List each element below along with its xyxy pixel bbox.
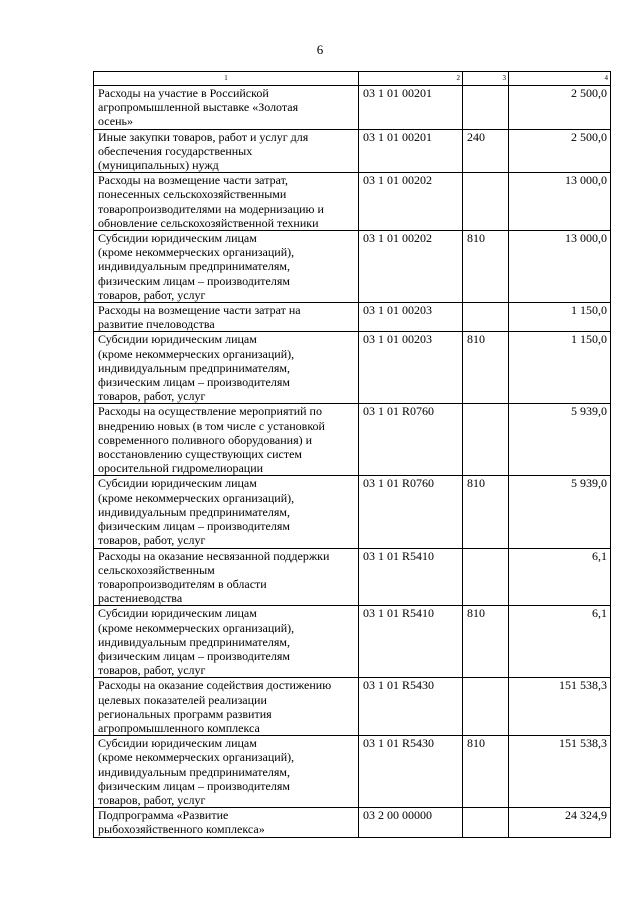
expense-type-cell: 810 <box>463 606 509 678</box>
table-row <box>94 678 611 736</box>
amount-cell: 6,1 <box>509 606 611 678</box>
amount-cell: 6,1 <box>509 548 611 606</box>
expense-type-cell: 810 <box>463 736 509 808</box>
table-row <box>94 736 611 808</box>
expense-type-cell <box>463 678 509 736</box>
expense-name-cell: Иные закупки товаров, работ и услуг для обеспечения государственных (муниципальных) нужд <box>94 129 359 173</box>
expense-type-cell: 810 <box>463 476 509 548</box>
expense-type-cell <box>463 86 509 130</box>
target-code-cell: 03 1 01 R0760 <box>359 476 463 548</box>
target-code-cell: 03 1 01 00201 <box>359 129 463 173</box>
target-code-cell: 03 1 01 R0760 <box>359 404 463 476</box>
page-number: 6 <box>316 42 324 57</box>
target-code-cell: 03 1 01 00203 <box>359 303 463 332</box>
target-code-cell: 03 1 01 00203 <box>359 332 463 404</box>
table-header-row <box>94 72 611 86</box>
expense-type-cell <box>463 808 509 837</box>
amount-cell: 151 538,3 <box>509 678 611 736</box>
target-code-cell: 03 1 01 R5430 <box>359 678 463 736</box>
table-row <box>94 303 611 332</box>
table-row <box>94 129 611 173</box>
expense-type-cell: 240 <box>463 129 509 173</box>
target-code-cell: 03 1 01 00202 <box>359 231 463 303</box>
amount-cell: 2 500,0 <box>509 129 611 173</box>
table-row <box>94 231 611 303</box>
target-code-cell: 03 2 00 00000 <box>359 808 463 837</box>
table-row <box>94 476 611 548</box>
amount-cell: 5 939,0 <box>509 476 611 548</box>
column-header-1: 1 <box>94 72 359 86</box>
expense-type-cell <box>463 404 509 476</box>
expense-name-cell: Расходы на оказание несвязанной поддержки сельскохозяйственным товаропроизводителям в области растениеводства <box>94 548 359 606</box>
column-header-3: 3 <box>463 72 509 86</box>
expense-name-cell: Расходы на осуществление мероприятий по внедрению новых (в том числе с установкой современного поливного оборудования) и восстановлению существующих систем оросительной гидромелиорации <box>94 404 359 476</box>
expense-type-cell <box>463 548 509 606</box>
expense-name-cell: Расходы на возмещение части затрат на развитие пчеловодства <box>94 303 359 332</box>
expense-name-cell: Расходы на участие в Российской агропромышленной выставке «Золотая осень» <box>94 86 359 130</box>
amount-cell: 2 500,0 <box>509 86 611 130</box>
column-header-2: 2 <box>359 72 463 86</box>
table-row <box>94 808 611 837</box>
target-code-cell: 03 1 01 R5410 <box>359 548 463 606</box>
table-row <box>94 404 611 476</box>
expense-name-cell: Субсидии юридическим лицам (кроме некоммерческих организаций), индивидуальным предпринимателям, физическим лицам – производителям товаров, работ, услуг <box>94 736 359 808</box>
expense-name-cell: Расходы на возмещение части затрат, понесенных сельскохозяйственными товаропроизводителями на модернизацию и обновление сельскохозяйственной техники <box>94 173 359 231</box>
table-row <box>94 86 611 130</box>
amount-cell: 151 538,3 <box>509 736 611 808</box>
amount-cell: 24 324,9 <box>509 808 611 837</box>
expense-type-cell: 810 <box>463 332 509 404</box>
expense-type-cell: 810 <box>463 231 509 303</box>
table-row <box>94 332 611 404</box>
target-code-cell: 03 1 01 R5430 <box>359 736 463 808</box>
expense-name-cell: Подпрограмма «Развитие рыбохозяйственного комплекса» <box>94 808 359 837</box>
column-header-4: 4 <box>509 72 611 86</box>
expense-name-cell: Субсидии юридическим лицам (кроме некоммерческих организаций), индивидуальным предпринимателям, физическим лицам – производителям товаров, работ, услуг <box>94 606 359 678</box>
expense-type-cell <box>463 173 509 231</box>
table-row <box>94 606 611 678</box>
amount-cell: 13 000,0 <box>509 231 611 303</box>
table-row <box>94 173 611 231</box>
amount-cell: 13 000,0 <box>509 173 611 231</box>
target-code-cell: 03 1 01 00201 <box>359 86 463 130</box>
amount-cell: 1 150,0 <box>509 303 611 332</box>
budget-table <box>93 71 611 838</box>
expense-name-cell: Субсидии юридическим лицам (кроме некоммерческих организаций), индивидуальным предпринимателям, физическим лицам – производителям товаров, работ, услуг <box>94 476 359 548</box>
table-row <box>94 548 611 606</box>
amount-cell: 5 939,0 <box>509 404 611 476</box>
expense-name-cell: Субсидии юридическим лицам (кроме некоммерческих организаций), индивидуальным предпринимателям, физическим лицам – производителям товаров, работ, услуг <box>94 332 359 404</box>
target-code-cell: 03 1 01 R5410 <box>359 606 463 678</box>
amount-cell: 1 150,0 <box>509 332 611 404</box>
expense-name-cell: Субсидии юридическим лицам (кроме некоммерческих организаций), индивидуальным предпринимателям, физическим лицам – производителям товаров, работ, услуг <box>94 231 359 303</box>
expense-type-cell <box>463 303 509 332</box>
expense-name-cell: Расходы на оказание содействия достижению целевых показателей реализации региональных программ развития агропромышленного комплекса <box>94 678 359 736</box>
target-code-cell: 03 1 01 00202 <box>359 173 463 231</box>
